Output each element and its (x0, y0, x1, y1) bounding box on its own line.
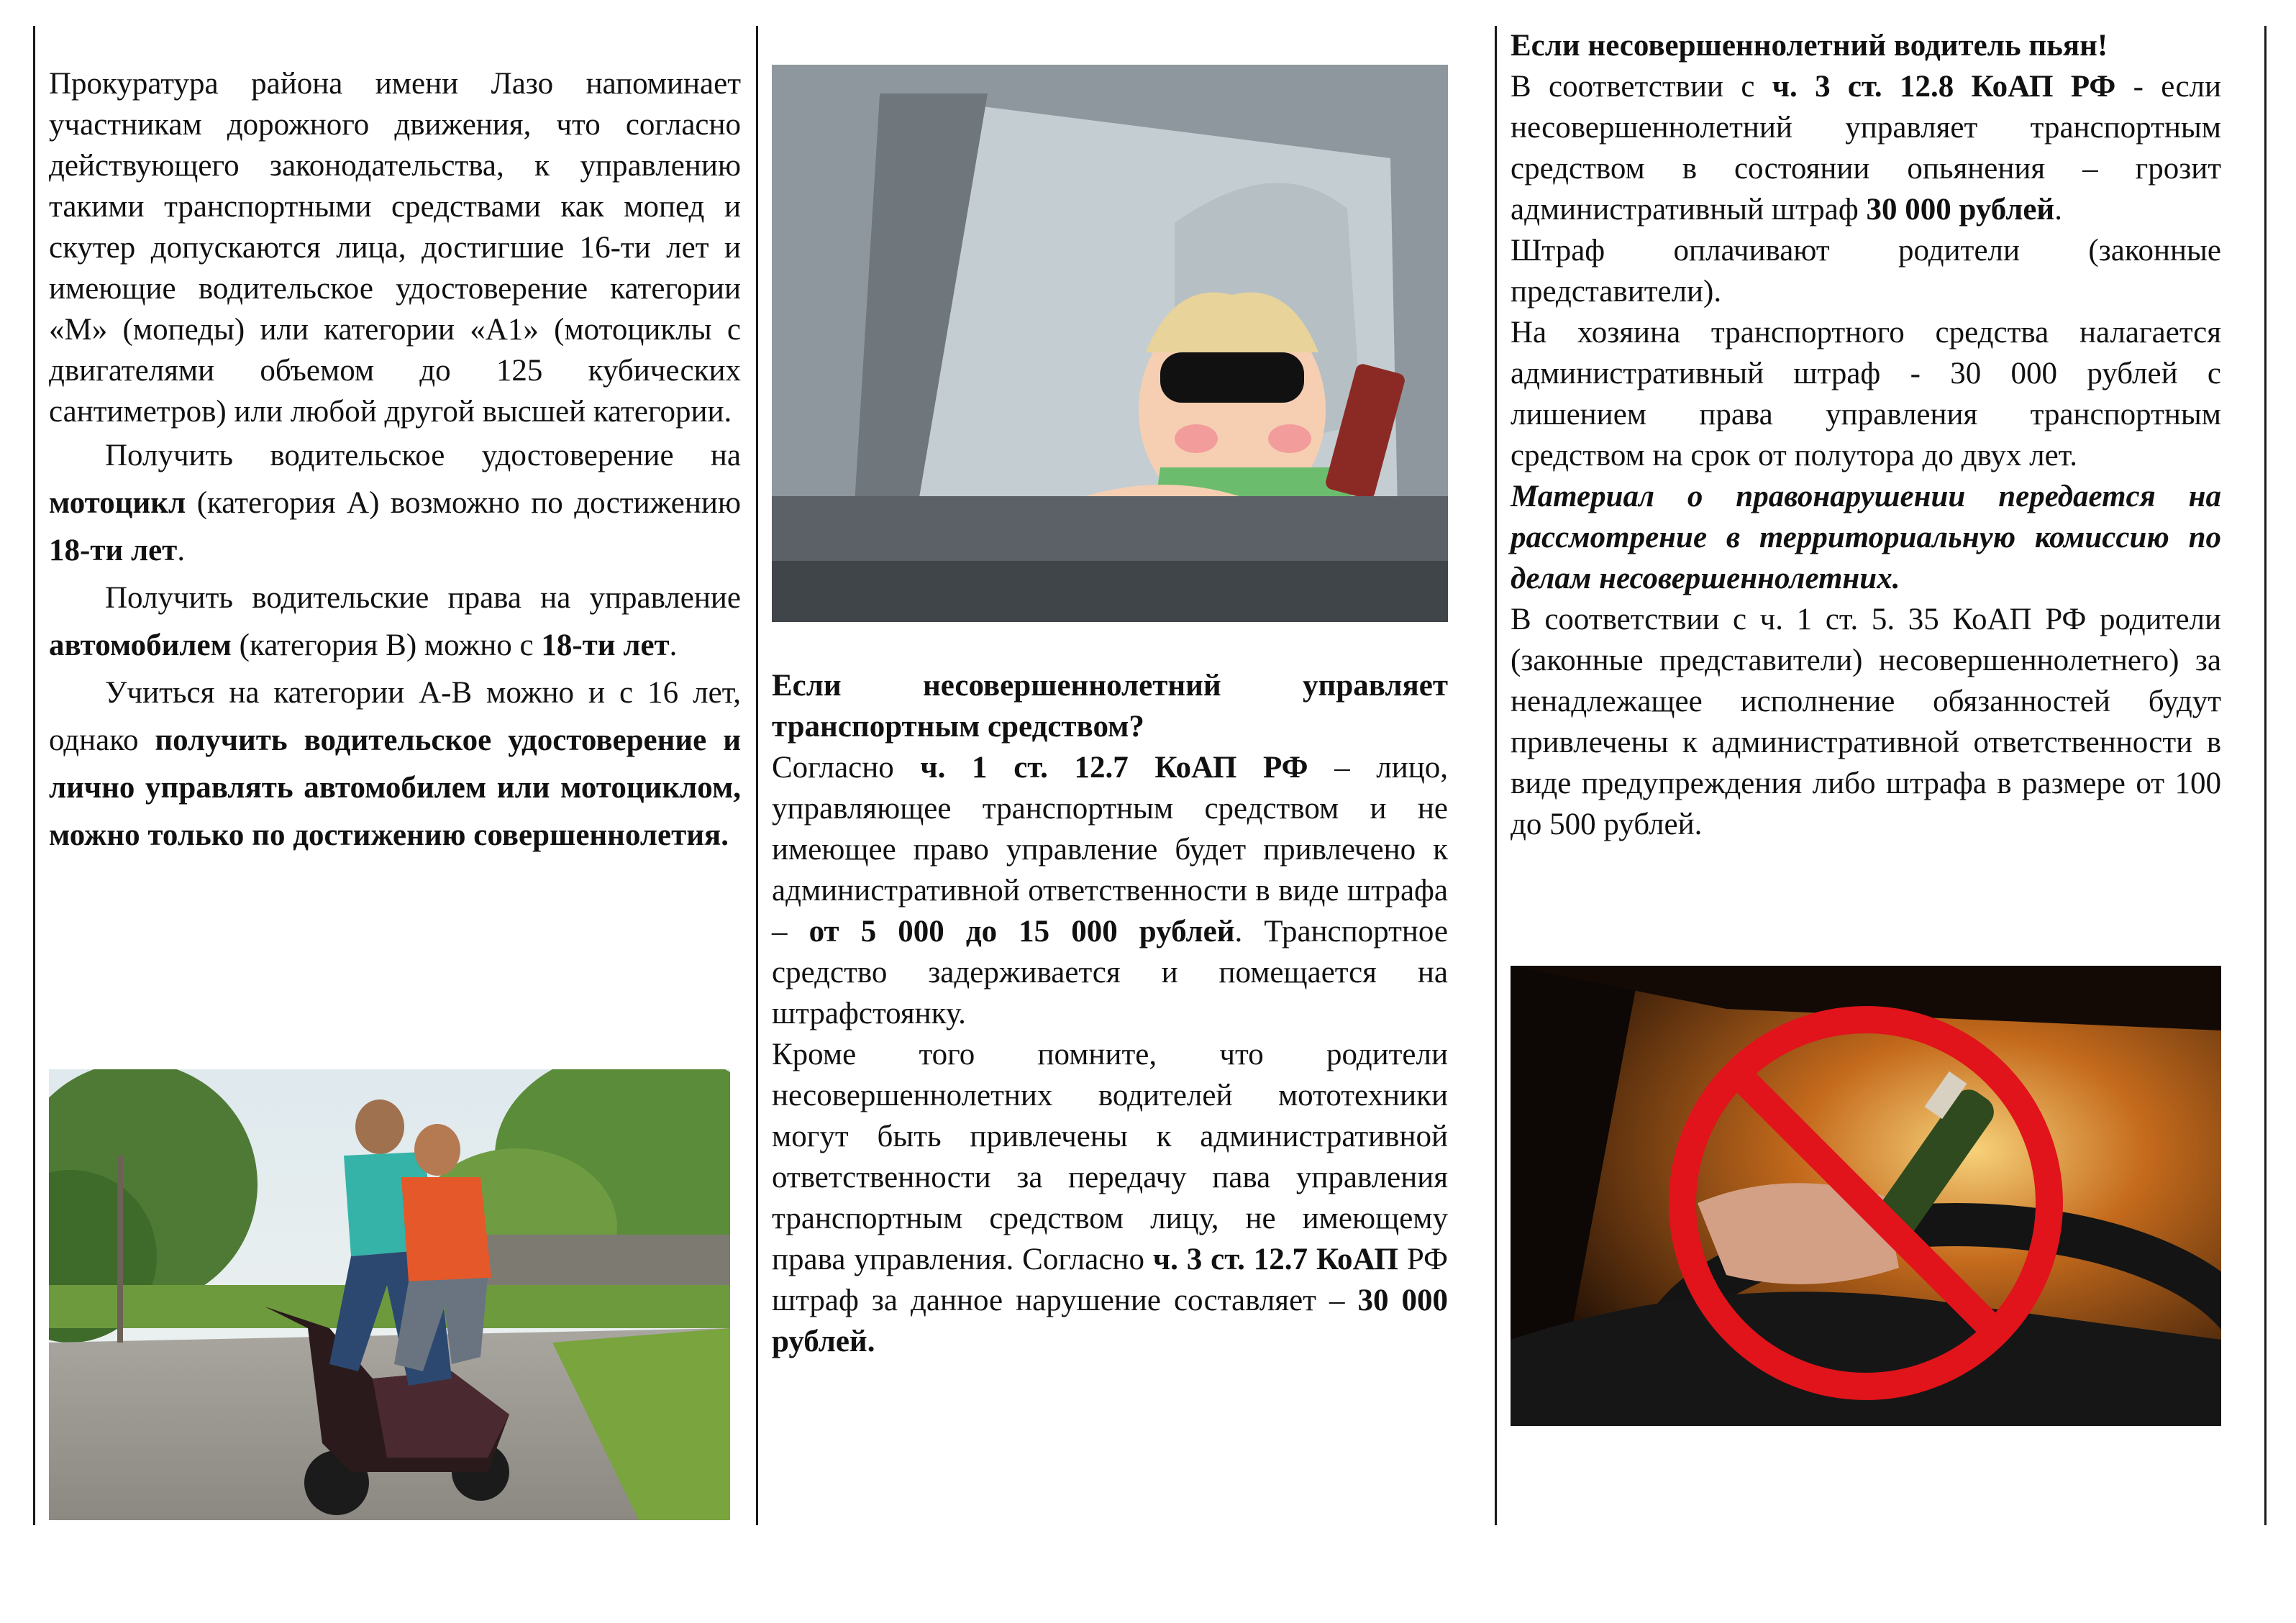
column-divider-1 (756, 26, 758, 1525)
column-3 (1511, 25, 2221, 845)
intro-paragraph: Прокуратура района имени Лазо напоминает участникам дорожного движения, что согласно действующего законодательства, к управлению такими транспортными средствами как мопед и скутер допускаются лица, достигшие 16-ти лет и имеющие водительское удостоверение категории «М» (мопеды) или категории «А1» (мотоциклы с двигателями объемом до 125 кубических сантиметров) или любой другой высшей категории. (49, 67, 741, 429)
column-divider-2 (1495, 26, 1497, 1525)
parental-duties-paragraph: В соответствии с ч. 1 ст. 5. 35 КоАП РФ родители (законные представители) несовершеннолетнего) за ненадлежащее исполнение обязанностей будут привлечены к административной ответственности в виде предупреждения либо штрафа в размере от 100 до 500 рублей. (1511, 603, 2221, 841)
motorcycle-paragraph: Получить водительское удостоверение на мотоцикл (категория А) возможно по достижению 18-ти лет. (49, 439, 741, 567)
parents-responsibility-paragraph: Кроме того помните, что родители несовершеннолетних водителей мототехники могут быть привлечены к административной ответственности за передачу пава управления транспортным средством лицу, не имеющему права управления. Согласно ч. 3 ст. 12.7 КоАП РФ штраф за данное нарушение составляет – 30 000 рублей. (772, 1038, 1449, 1358)
study-paragraph: Учиться на категории А-В можно и с 16 лет, однако получить водительское удостоверение и лично управлять автомобилем или мотоциклом, можно только по достижению совершеннолетия. (49, 676, 741, 852)
column-divider-right (2264, 26, 2267, 1525)
column-divider-left (33, 26, 35, 1525)
owner-fine-paragraph: На хозяина транспортного средства налагается административный штраф - 30 000 рублей с лишением права управления транспортным средством на срок от полутора до двух лет. (1511, 316, 2221, 472)
column-1 (49, 63, 741, 859)
drunk-minor-heading: Если несовершеннолетний водитель пьян! (1511, 29, 2108, 63)
drunk-minor-paragraph: В соответствии с ч. 3 ст. 12.8 КоАП РФ - если несовершеннолетний управляет транспортным средством в состоянии опьянения – грозит административный штраф 30 000 рублей. (1511, 70, 2222, 227)
column-2 (772, 665, 1448, 1362)
car-paragraph: Получить водительские права на управление автомобилем (категория В) можно с 18-ти лет. (49, 581, 741, 662)
minor-driving-heading: Если несовершеннолетний управляет транспортным средством? (772, 669, 1448, 744)
scooter-kids-photo (49, 1069, 730, 1520)
cartoon-kid-driver-image (772, 65, 1448, 622)
commission-paragraph: Материал о правонарушении передается на рассмотрение в территориальную комиссию по делам несовершеннолетних. (1511, 480, 2221, 595)
no-drunk-driving-photo (1511, 966, 2221, 1426)
parents-pay-paragraph: Штраф оплачивают родители (законные представители). (1511, 234, 2221, 308)
minor-driving-paragraph: Согласно ч. 1 ст. 12.7 КоАП РФ – лицо, управляющее транспортным средством и не имеющее право управление будет привлечено к административной ответственности в виде штрафа – от 5 000 до 15 000 рублей. Транспортное средство задерживается и помещается на штрафстоянку. (772, 751, 1449, 1030)
